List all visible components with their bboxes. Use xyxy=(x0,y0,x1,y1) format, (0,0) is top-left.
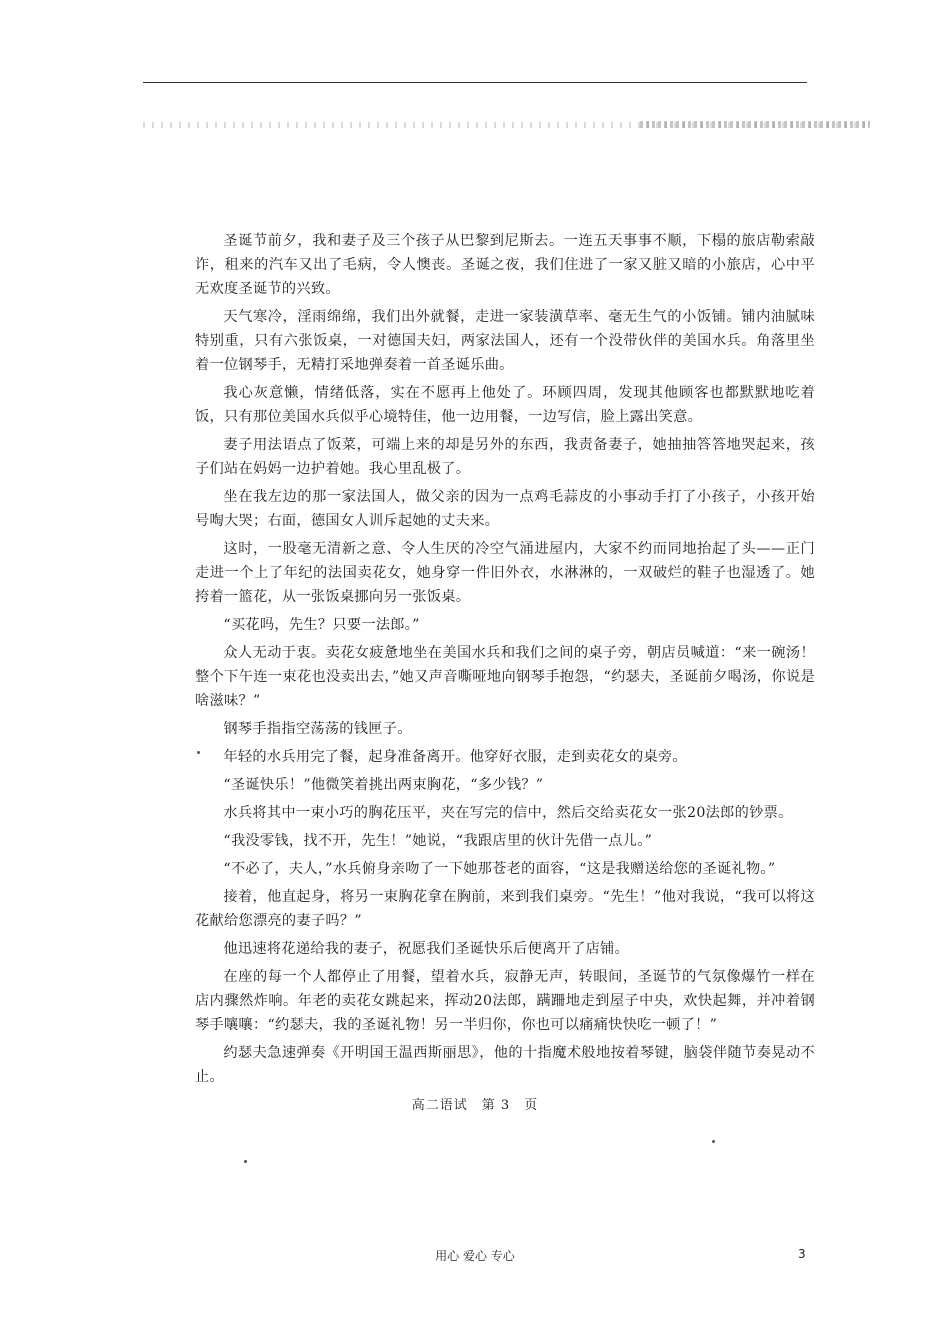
paragraph: 众人无动于衷。卖花女疲惫地坐在美国水兵和我们之间的桌子旁，朝店员喊道：“来一碗汤！整个下午连一束花也没卖出去，”她又声音嘶哑地向钢琴手抱怨，“约瑟夫，圣诞前夕喝汤，你说是啥滋味？” xyxy=(195,645,815,709)
scan-speck xyxy=(244,1160,247,1163)
paragraph: 天气寒冷，淫雨绵绵，我们出外就餐，走进一家装潢草率、毫无生气的小饭铺。铺内油腻味特别重，只有六张饭桌，一对德国夫妇，两家法国人，还有一个没带伙伴的美国水兵。角落里坐着一位钢琴手，无精打采地弹奏着一首圣诞乐曲。 xyxy=(195,309,815,373)
article-body xyxy=(195,229,815,1093)
paragraph: “我没零钱，找不开，先生！”她说，“我跟店里的伙计先借一点儿。” xyxy=(223,833,653,849)
paragraph: 我心灰意懒，情绪低落，实在不愿再上他处了。环顾四周，发现其他顾客也都默默地吃着饭，只有那位美国水兵似乎心境特佳，他一边用餐，一边写信，脸上露出笑意。 xyxy=(195,385,815,425)
exam-page-label: 高二语试 第 3 页 xyxy=(411,1098,539,1113)
paragraph: 坐在我左边的那一家法国人，做父亲的因为一点鸡毛蒜皮的小事动手打了小孩子，小孩开始号啕大哭；右面，德国女人训斥起她的丈夫来。 xyxy=(195,489,815,529)
paragraph: 妻子用法语点了饭菜，可端上来的却是另外的东西，我责备妻子，她抽抽答答地哭起来，孩子们站在妈妈一边护着她。我心里乱极了。 xyxy=(195,437,815,477)
scan-speck xyxy=(197,751,200,754)
paragraph: 钢琴手指指空荡荡的钱匣子。 xyxy=(223,721,412,737)
paragraph: 约瑟夫急速弹奏《开明国王温西斯丽思》，他的十指魔术般地按着琴键，脑袋伴随节奏晃动不止。 xyxy=(195,1045,815,1085)
paragraph: 在座的每一个人都停止了用餐，望着水兵，寂静无声，转眼间，圣诞节的气氛像爆竹一样在店内骤然炸响。年老的卖花女跳起来，挥动20法郎，蹒跚地走到屋子中央，欢快起舞，并冲着钢琴手嚷嚷：“约瑟夫，我的圣诞礼物！另一半归你，你也可以痛痛快快吃一顿了！” xyxy=(195,969,815,1033)
paragraph: 水兵将其中一束小巧的胸花压平，夹在写完的信中，然后交给卖花女一张20法郎的钞票。 xyxy=(223,805,793,821)
page-number: 3 xyxy=(798,1247,806,1261)
scan-speck xyxy=(712,1140,715,1143)
paragraph: “不必了，夫人，”水兵俯身亲吻了一下她那苍老的面容，“这是我赠送给您的圣诞礼物。” xyxy=(223,861,776,877)
paragraph: “买花吗，先生？只要一法郎。” xyxy=(223,617,420,633)
paragraph: 圣诞节前夕，我和妻子及三个孩子从巴黎到尼斯去。一连五天事事不顺，下榻的旅店勒索敲诈，租来的汽车又出了毛病，令人懊丧。圣诞之夜，我们住进了一家又脏又暗的小旅店，心中平无欢度圣诞节的兴致。 xyxy=(195,233,815,297)
scan-artifact xyxy=(640,121,870,128)
paragraph: 年轻的水兵用完了餐，起身准备离开。他穿好衣服，走到卖花女的桌旁。 xyxy=(223,749,687,765)
paragraph: 接着，他直起身，将另一束胸花拿在胸前，来到我们桌旁。“先生！”他对我说，“我可以将这花献给您漂亮的妻子吗？” xyxy=(195,889,815,929)
paragraph: “圣诞快乐！”他微笑着挑出两束胸花，“多少钱？” xyxy=(223,777,544,793)
page-footer-motto: 用心 爱心 专心 xyxy=(435,1249,515,1263)
paragraph: 这时，一股毫无清新之意、令人生厌的冷空气涌进屋内，大家不约而同地抬起了头——正门走进一个上了年纪的法国卖花女，她身穿一件旧外衣，水淋淋的，一双破烂的鞋子也湿透了。她挎着一篮花，从一张饭桌挪向另一张饭桌。 xyxy=(195,541,815,605)
paragraph: 他迅速将花递给我的妻子，祝愿我们圣诞快乐后便离开了店铺。 xyxy=(223,941,630,957)
header-rule xyxy=(143,82,807,83)
